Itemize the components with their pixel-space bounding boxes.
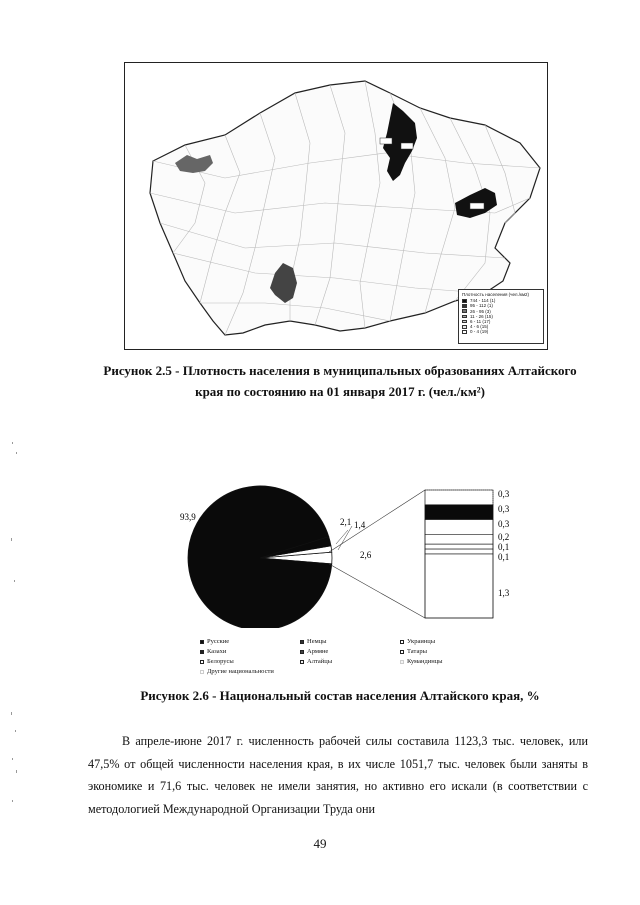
chart-legend (200, 637, 500, 677)
legend-item: Кумандинцы (400, 657, 500, 667)
map-legend-title: Плотность населения (чел./км2) (462, 292, 530, 297)
figure-2-5-caption: Рисунок 2.5 - Плотность населения в муниципальных образованиях Алтайского края по состоянию на 01 января 2017 г. (чел./км²) (103, 363, 577, 399)
pie-group (188, 486, 332, 628)
map-legend-item: 6 - 11 (17) (462, 319, 540, 324)
map-legend-item: 4 - 6 (15) (462, 324, 540, 329)
pie-data-label: 93,9 (180, 512, 196, 522)
pie-data-label: 1,4 (354, 520, 366, 530)
label-leader-line (338, 526, 352, 550)
page-number: 49 (313, 836, 327, 851)
legend-item: Казахи (200, 647, 300, 657)
pie-data-label: 2,6 (360, 550, 372, 560)
bar-of-pie-label: 1,3 (498, 588, 510, 598)
map-legend-item: 26 - 95 (3) (462, 309, 540, 314)
bar-of-pie-label: 0,2 (498, 532, 510, 542)
bar-of-pie-label: 0,3 (498, 504, 510, 514)
legend-item: Немцы (300, 637, 400, 647)
legend-item: Белорусы (200, 657, 300, 667)
bar-of-pie-label: 0,3 (498, 489, 510, 499)
scan-margin-marks (6, 440, 26, 820)
map-legend (458, 289, 544, 344)
pie-data-label: 2,1 (340, 517, 352, 527)
bar-of-pie-label: 0,1 (498, 552, 510, 562)
bar-seg-armenians (425, 505, 493, 520)
map-legend-item: 744 - 114 (1) (462, 298, 540, 303)
legend-item: Армяне (300, 647, 400, 657)
map-legend-item: 0 - 4 (19) (462, 329, 540, 334)
legend-item: Украинцы (400, 637, 500, 647)
legend-item: Алтайцы (300, 657, 400, 667)
bar-seg-belarusians (425, 534, 493, 544)
bar-seg-altaians (425, 544, 493, 549)
bar-of-pie-label: 0,3 (498, 519, 510, 529)
bar-seg-tatars (425, 520, 493, 535)
map-legend-item: 95 - 112 (1) (462, 303, 540, 308)
body-paragraph: В апреле-июне 2017 г. численность рабочей силы составила 1123,3 тыс. человек, или 47,5% от общей численности населения края, в их числе 1051,7 тыс. человек были заняты в экономике и 71,6 тыс. человек не имели занятия, но активно его искали (в соответствии с методологией Международной Организации Труда они (88, 734, 588, 816)
bar-seg-other-nationalities (425, 554, 493, 618)
legend-item: Другие национальности (200, 667, 400, 677)
legend-item: Татары (400, 647, 500, 657)
bar-seg-kazakhs (425, 490, 493, 505)
figure-2-6-caption: Рисунок 2.6 - Национальный состав населения Алтайского края, % (140, 688, 540, 703)
map-legend-item: 11 - 26 (15) (462, 314, 540, 319)
connector-line-bottom (329, 564, 425, 618)
bar-of-pie-group (329, 490, 493, 618)
label-leader-line (336, 530, 348, 544)
legend-item: Русские (200, 637, 300, 647)
bar-of-pie-label: 0,1 (498, 542, 510, 552)
national-composition-chart (160, 478, 520, 628)
bar-seg-kumandins (425, 549, 493, 554)
